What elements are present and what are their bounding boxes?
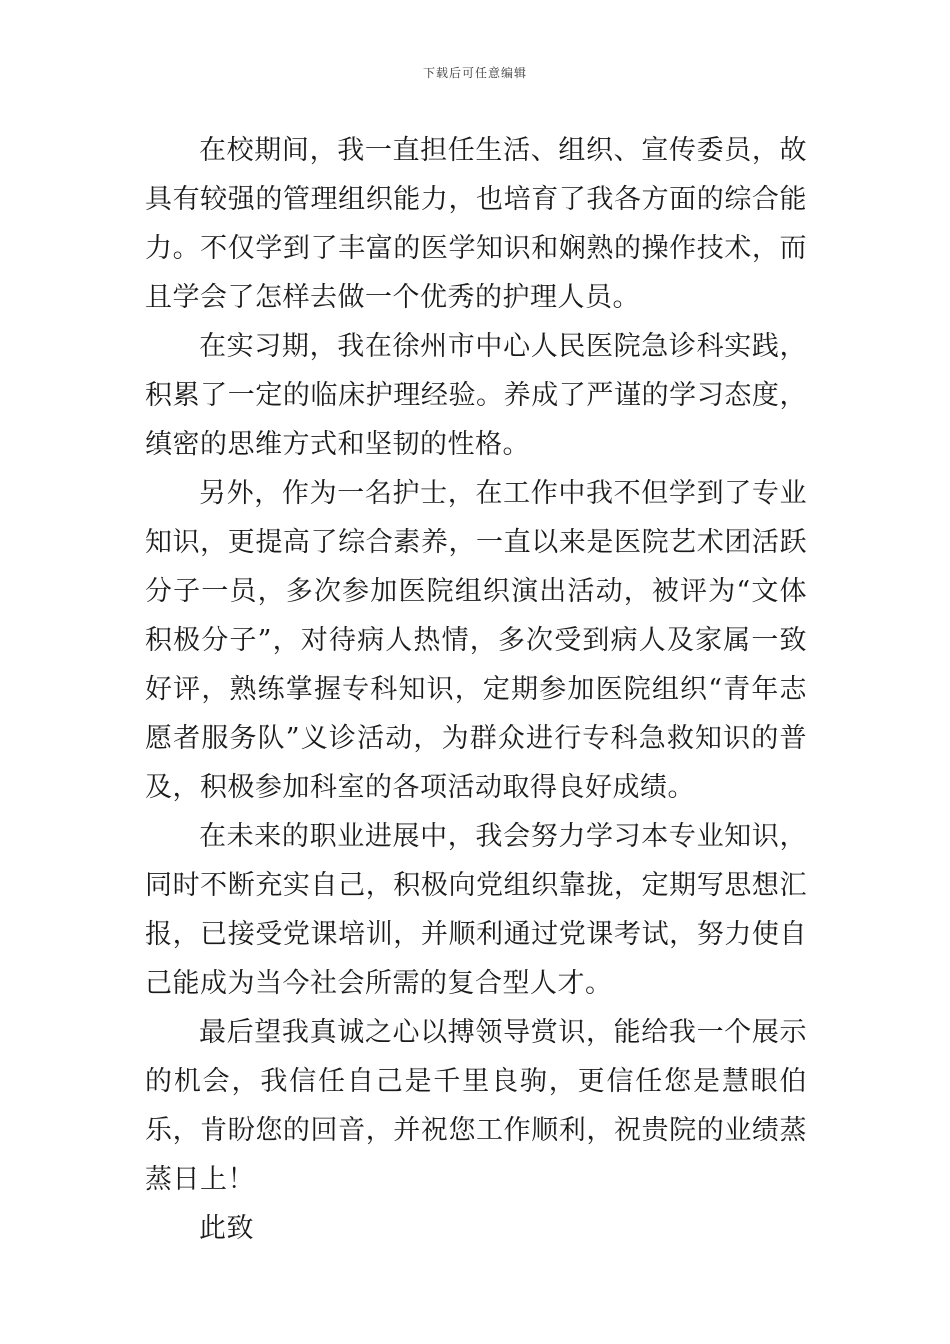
paragraph-closing: 最后望我真诚之心以搏领导赏识，能给我一个展示的机会，我信任自己是千里良驹，更信任您是慧眼伯乐，肯盼您的回音，并祝您工作顺利，祝贵院的业绩蒸蒸日上！ [145, 1017, 807, 1195]
document-body [145, 126, 807, 1253]
paragraph-salutation: 此致 [199, 1213, 254, 1244]
paragraph-future: 在未来的职业进展中，我会努力学习本专业知识，同时不断充实自己，积极向党组织靠拢，定期写思想汇报，已接受党课培训，并顺利通过党课考试，努力使自己能成为当今社会所需的复合型人才。 [145, 821, 807, 999]
page-header: 下载后可任意编辑 [422, 66, 527, 80]
paragraph-internship: 在实习期，我在徐州市中心人民医院急诊科实践，积累了一定的临床护理经验。养成了严谨的学习态度，缜密的思维方式和坚韧的性格。 [145, 331, 807, 460]
paragraph-school: 在校期间，我一直担任生活、组织、宣传委员，故具有较强的管理组织能力，也培育了我各方面的综合能力。不仅学到了丰富的医学知识和娴熟的操作技术，而且学会了怎样去做一个优秀的护理人员。 [145, 135, 807, 313]
paragraph-achievements: 另外，作为一名护士，在工作中我不但学到了专业知识，更提高了综合素养，一直以来是医院艺术团活跃分子一员，多次参加医院组织演出活动，被评为“文体积极分子”，对待病人热情，多次受到病人及家属一致好评，熟练掌握专科知识，定期参加医院组织“青年志愿者服务队”义诊活动，为群众进行专科急救知识的普及，积极参加科室的各项活动取得良好成绩。 [145, 478, 807, 803]
